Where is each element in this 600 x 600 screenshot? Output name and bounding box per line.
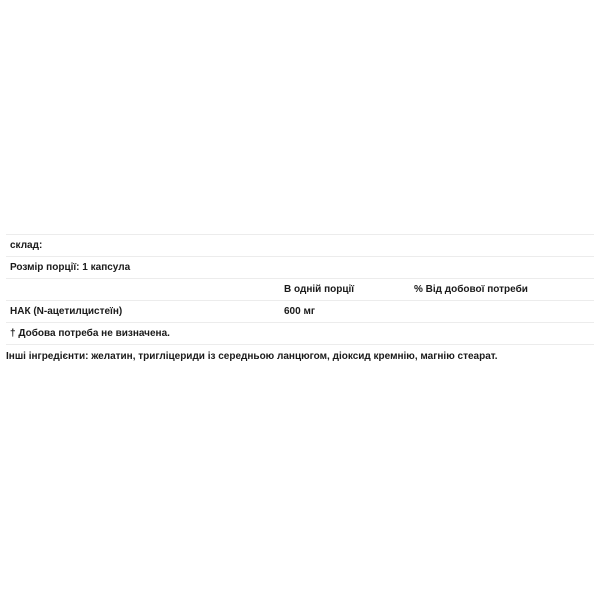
header-per-serving: В одній порції xyxy=(280,279,410,301)
serving-size-row xyxy=(6,257,594,279)
ingredient-daily-value xyxy=(410,301,594,323)
facts-grid xyxy=(6,234,594,345)
footnote: † Добова потреба не визначена. xyxy=(6,323,594,345)
footnote-row xyxy=(6,323,594,345)
header-daily-value: % Від добової потреби xyxy=(410,279,594,301)
supplement-facts-table xyxy=(6,234,594,345)
heading-row xyxy=(6,235,594,257)
facts-heading: склад: xyxy=(6,235,594,257)
table-row xyxy=(6,301,594,323)
serving-size: Розмір порції: 1 капсула xyxy=(6,257,594,279)
column-header-row xyxy=(6,279,594,301)
ingredient-amount: 600 мг xyxy=(280,301,410,323)
other-ingredients: Інші інгредієнти: желатин, тригліцериди із середньою ланцюгом, діоксид кремнію, магнію стеарат. xyxy=(6,351,498,362)
ingredient-name: НАК (N-ацетилцистеїн) xyxy=(6,301,280,323)
header-blank xyxy=(6,279,280,301)
